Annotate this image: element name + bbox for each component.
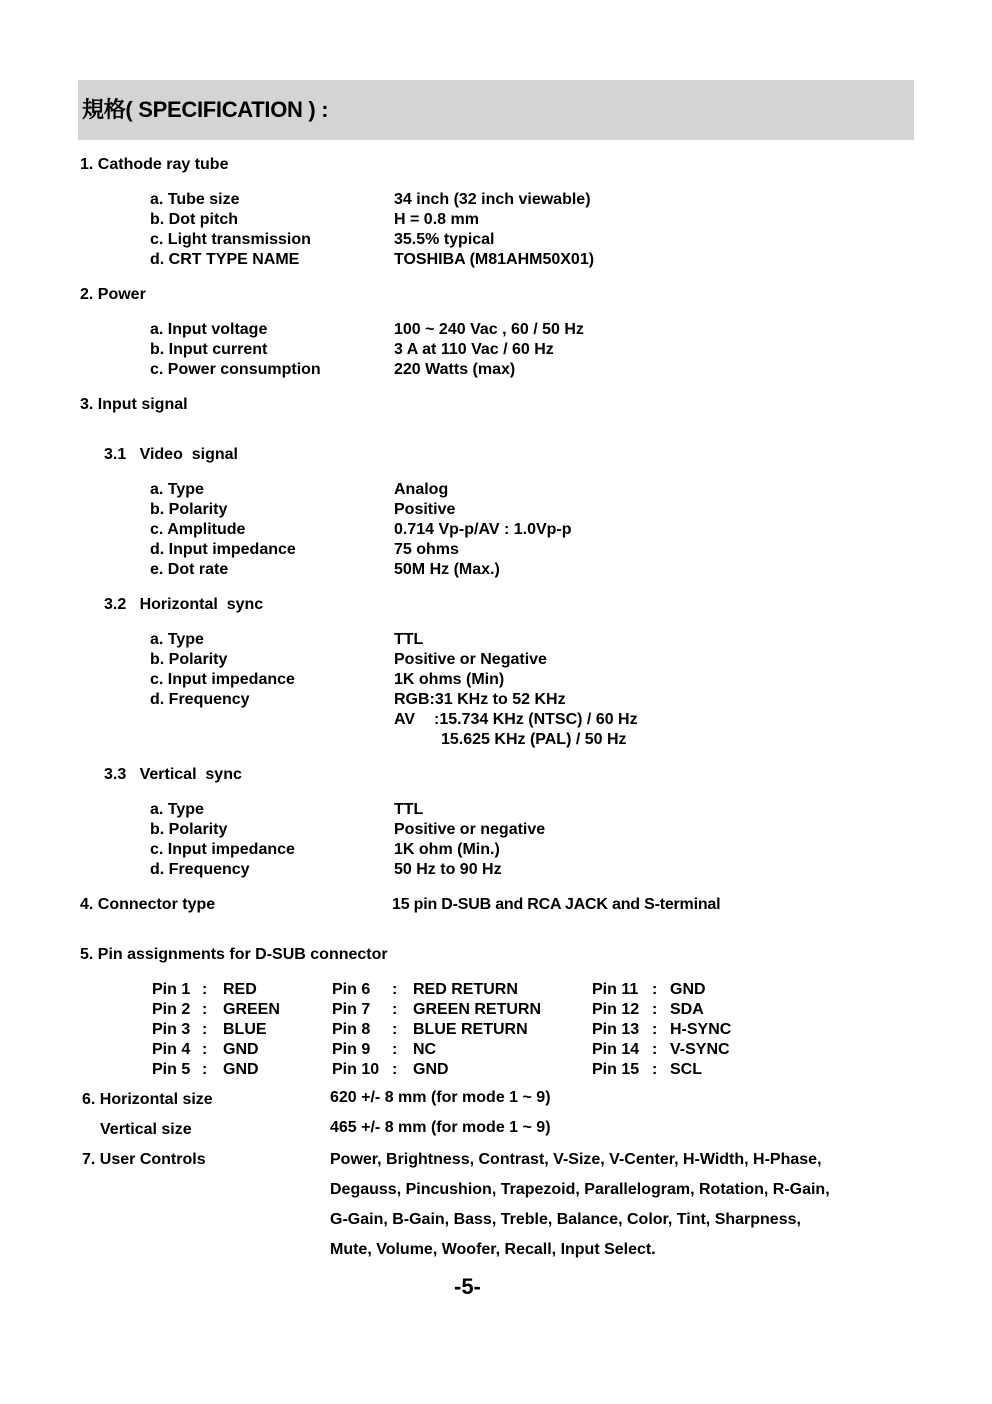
spec-value: 34 inch (32 inch viewable)	[394, 191, 591, 208]
pin-separator: :	[392, 1041, 398, 1058]
subsection-heading-hsync: 3.2 Horizontal sync	[104, 596, 264, 613]
section-heading-pins: 5. Pin assignments for D-SUB connector	[80, 946, 388, 963]
subsection-heading-video: 3.1 Video signal	[104, 446, 238, 463]
pin-signal: GREEN RETURN	[413, 1001, 542, 1018]
controls-line: Mute, Volume, Woofer, Recall, Input Select.	[330, 1241, 656, 1258]
pin-signal: BLUE	[223, 1021, 267, 1038]
spec-label: d. Frequency	[150, 861, 250, 878]
section-heading-connector: 4. Connector type	[80, 896, 216, 913]
connector-value: 15 pin D-SUB and RCA JACK and S-terminal	[392, 896, 721, 913]
pin-separator: :	[652, 1021, 658, 1038]
spec-label: c. Amplitude	[150, 521, 246, 538]
hsync-av-ntsc: :15.734 KHz (NTSC) / 60 Hz	[434, 711, 638, 728]
pin-separator: :	[202, 1021, 208, 1038]
spec-value: 220 Watts (max)	[394, 361, 516, 378]
pin-number: Pin 5	[152, 1061, 191, 1078]
controls-line: Power, Brightness, Contrast, V-Size, V-Center, H-Width, H-Phase,	[330, 1151, 822, 1168]
spec-label: c. Light transmission	[150, 231, 311, 248]
controls-line: G-Gain, B-Gain, Bass, Treble, Balance, Color, Tint, Sharpness,	[330, 1211, 801, 1228]
pin-number: Pin 1	[152, 981, 191, 998]
pin-signal: GND	[223, 1041, 259, 1058]
hsync-av-prefix: AV	[394, 711, 416, 728]
pin-separator: :	[202, 981, 208, 998]
spec-value: 50 Hz to 90 Hz	[394, 861, 502, 878]
spec-label: a. Type	[150, 801, 204, 818]
spec-value: 75 ohms	[394, 541, 459, 558]
pin-separator: :	[652, 1001, 658, 1018]
pin-separator: :	[202, 1061, 208, 1078]
spec-label: a. Type	[150, 631, 204, 648]
spec-label: d. CRT TYPE NAME	[150, 251, 300, 268]
pin-number: Pin 2	[152, 1001, 191, 1018]
pin-signal: H-SYNC	[670, 1021, 732, 1038]
spec-value: Positive or negative	[394, 821, 546, 838]
spec-label: d. Frequency	[150, 691, 250, 708]
hsync-av-pal: 15.625 KHz (PAL) / 50 Hz	[441, 731, 627, 748]
spec-value: 3 A at 110 Vac / 60 Hz	[394, 341, 554, 358]
spec-label: a. Type	[150, 481, 204, 498]
pin-number: Pin 6	[332, 981, 371, 998]
pin-number: Pin 14	[592, 1041, 640, 1058]
spec-label: d. Input impedance	[150, 541, 296, 558]
spec-label: b. Polarity	[150, 821, 228, 838]
pin-signal: NC	[413, 1041, 437, 1058]
pin-signal: RED	[223, 981, 257, 998]
spec-value: 1K ohm (Min.)	[394, 841, 500, 858]
pin-separator: :	[652, 1061, 658, 1078]
title-bar	[78, 80, 914, 140]
pin-signal: V-SYNC	[670, 1041, 730, 1058]
spec-value: 1K ohms (Min)	[394, 671, 505, 688]
pin-number: Pin 10	[332, 1061, 380, 1078]
pin-separator: :	[392, 1021, 398, 1038]
pin-number: Pin 11	[592, 981, 639, 998]
spec-label: c. Power consumption	[150, 361, 321, 378]
pin-separator: :	[392, 1061, 398, 1078]
spec-value: TOSHIBA (M81AHM50X01)	[394, 251, 595, 268]
pin-signal: GND	[413, 1061, 449, 1078]
section-heading-input: 3. Input signal	[80, 396, 188, 413]
pin-signal: GREEN	[223, 1001, 280, 1018]
spec-label: e. Dot rate	[150, 561, 229, 578]
page-number: -5-	[454, 1274, 481, 1299]
spec-value: 50M Hz (Max.)	[394, 561, 500, 578]
spec-value: 35.5% typical	[394, 231, 495, 248]
spec-value: 100 ~ 240 Vac , 60 / 50 Hz	[394, 321, 584, 338]
section-heading-crt: 1. Cathode ray tube	[80, 156, 229, 173]
spec-value: Positive	[394, 501, 456, 518]
spec-label: c. Input impedance	[150, 671, 295, 688]
spec-label: a. Input voltage	[150, 321, 268, 338]
pin-separator: :	[652, 981, 658, 998]
pin-number: Pin 4	[152, 1041, 191, 1058]
controls-line: Degauss, Pincushion, Trapezoid, Parallelogram, Rotation, R-Gain,	[330, 1181, 830, 1198]
spec-value: H = 0.8 mm	[394, 211, 479, 228]
spec-label: a. Tube size	[150, 191, 240, 208]
page-title-prefix: 規格	[82, 97, 126, 122]
vertical-size-value: 465 +/- 8 mm (for mode 1 ~ 9)	[330, 1119, 551, 1136]
section-heading-controls: 7. User Controls	[82, 1151, 206, 1168]
pin-signal: RED RETURN	[413, 981, 518, 998]
pin-number: Pin 12	[592, 1001, 640, 1018]
pin-number: Pin 7	[332, 1001, 371, 1018]
section-heading-horizontal-size: 6. Horizontal size	[82, 1091, 213, 1108]
pin-signal: SDA	[670, 1001, 704, 1018]
page-title-main: ( SPECIFICATION ) :	[125, 97, 329, 122]
pin-signal: SCL	[670, 1061, 702, 1078]
spec-value: Positive or Negative	[394, 651, 547, 668]
subsection-heading-vsync: 3.3 Vertical sync	[104, 766, 242, 783]
spec-value: TTL	[394, 801, 424, 818]
spec-value: RGB:31 KHz to 52 KHz	[394, 691, 566, 708]
pin-number: Pin 9	[332, 1041, 371, 1058]
pin-separator: :	[202, 1041, 208, 1058]
pin-separator: :	[202, 1001, 208, 1018]
section-heading-power: 2. Power	[80, 286, 146, 303]
spec-value: 0.714 Vp-p/AV : 1.0Vp-p	[394, 521, 572, 538]
spec-label: b. Polarity	[150, 651, 228, 668]
pin-number: Pin 15	[592, 1061, 640, 1078]
spec-label: b. Dot pitch	[150, 211, 238, 228]
pin-number: Pin 13	[592, 1021, 640, 1038]
pin-number: Pin 8	[332, 1021, 371, 1038]
horizontal-size-value: 620 +/- 8 mm (for mode 1 ~ 9)	[330, 1089, 551, 1106]
spec-label: b. Input current	[150, 341, 268, 358]
page-title	[82, 97, 328, 123]
pin-signal: GND	[223, 1061, 259, 1078]
pin-signal: GND	[670, 981, 706, 998]
spec-label: c. Input impedance	[150, 841, 295, 858]
spec-label: b. Polarity	[150, 501, 228, 518]
pin-number: Pin 3	[152, 1021, 191, 1038]
pin-separator: :	[392, 981, 398, 998]
pin-separator: :	[652, 1041, 658, 1058]
spec-value: Analog	[394, 481, 449, 498]
pin-separator: :	[392, 1001, 398, 1018]
pin-signal: BLUE RETURN	[413, 1021, 528, 1038]
spec-value: TTL	[394, 631, 424, 648]
vertical-size-heading: Vertical size	[100, 1121, 192, 1138]
